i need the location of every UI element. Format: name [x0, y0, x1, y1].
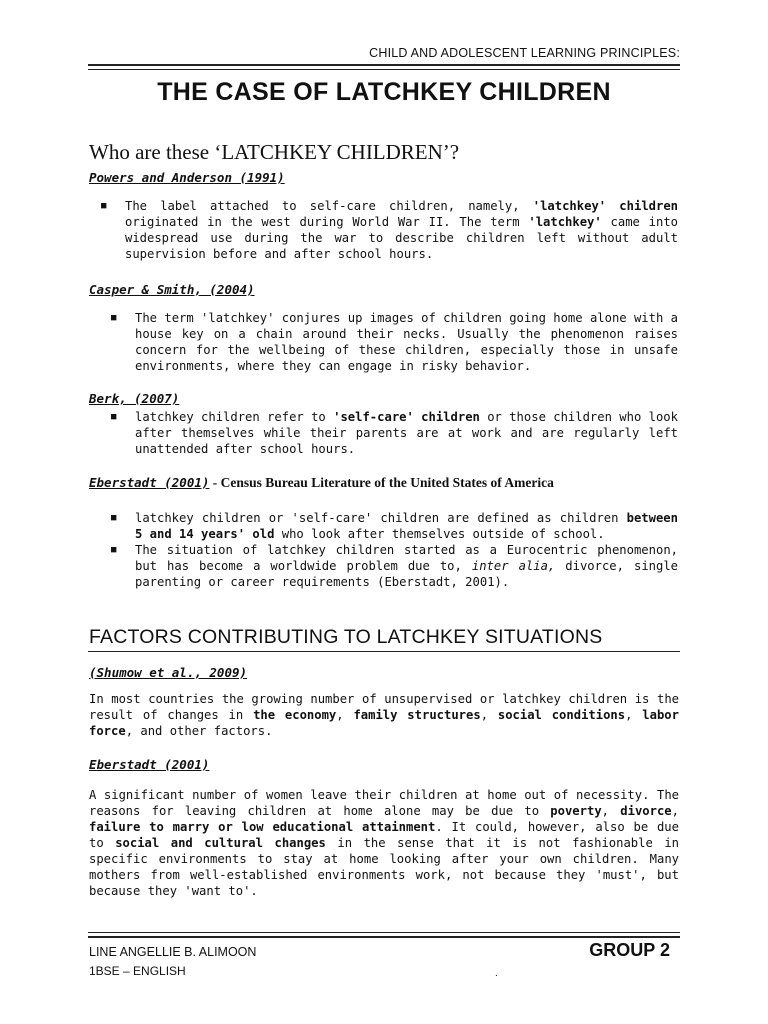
text-run: ,: [336, 708, 354, 722]
bold-text-run: failure to marry or low educational attainment: [89, 820, 436, 834]
list-item: [111, 409, 678, 457]
footer-rule-thin: [88, 932, 680, 933]
bold-text-run: 'self-care' children: [333, 410, 480, 424]
bullet-list-casper-smith: [111, 310, 678, 374]
footer-rule-thick: [88, 936, 680, 938]
text-run: latchkey children or 'self-care' children are defined as children: [135, 511, 627, 525]
text-run: ,: [671, 804, 679, 818]
header-rule-thick: [88, 64, 680, 66]
bold-text-run: social conditions: [497, 708, 626, 722]
citation-line-eberstadt: [89, 475, 554, 491]
text-run: in the sense that it is not fashionable in specific environments to stay at home looking after your own children. Many mothers from well-established environments work, not because they 'must', but because they 'want to'.: [89, 836, 679, 898]
text-run: latchkey children refer to: [135, 410, 334, 424]
paragraph-shumow: [89, 691, 679, 739]
bold-text-run: social and cultural changes: [115, 836, 326, 850]
bullet-icon: ■: [111, 513, 117, 523]
list-item: [111, 310, 678, 374]
bold-text-run: the economy: [253, 708, 337, 722]
text-run: who look after themselves outside of school.: [274, 527, 605, 541]
bullet-list-powers-anderson: [101, 198, 679, 262]
text-run: , and other factors.: [125, 724, 273, 738]
paragraph-eberstadt: [89, 787, 679, 899]
bold-text-run: divorce: [620, 804, 672, 818]
header-rule-thin: [88, 69, 680, 70]
bullet-list-eberstadt: [111, 510, 679, 590]
citation-powers-anderson: Powers and Anderson (1991): [89, 170, 285, 185]
footer-group: GROUP 2: [589, 940, 670, 960]
text-run: originated in the west during World War II. The term: [125, 215, 529, 229]
citation-eberstadt-2: Eberstadt (2001): [89, 757, 210, 772]
text-run: . It could, however, also be due to: [89, 820, 679, 850]
text-run: In most countries the growing number of unsupervised or latchkey children is the result of changes in: [89, 692, 679, 722]
bullet-list-berk: [111, 409, 678, 457]
text-run: ,: [625, 708, 643, 722]
section-rule: [88, 651, 680, 652]
citation-casper-smith: Casper & Smith, (2004): [89, 282, 255, 297]
list-item-text: [135, 410, 678, 456]
bold-text-run: 'latchkey' children: [532, 199, 679, 213]
list-item: [111, 510, 678, 542]
text-run: ,: [601, 804, 621, 818]
bold-text-run: between 5 and 14 years' old: [135, 511, 678, 541]
text-run: or those children who look after themselves while their parents are at work and are regularly left unattended after school hours.: [135, 410, 678, 456]
bullet-icon: ■: [111, 545, 117, 555]
citation-eberstadt: Eberstadt (2001): [89, 475, 210, 490]
text-run: inter alia,: [471, 559, 556, 573]
list-item-text: [135, 311, 678, 373]
footer-class: 1BSE – ENGLISH: [89, 964, 186, 978]
citation-shumow: (Shumow et al., 2009): [89, 665, 248, 680]
course-header: CHILD AND ADOLESCENT LEARNING PRINCIPLES:: [369, 46, 680, 60]
text-run: The situation of latchkey children started as a Eurocentric phenomenon, but has become a worldwide problem due to,: [135, 543, 678, 573]
bullet-icon: ■: [111, 412, 117, 422]
section-question-title: Who are these ‘LATCHKEY CHILDREN’?: [89, 140, 460, 164]
list-item: [111, 542, 679, 590]
list-item: [101, 198, 679, 262]
bullet-icon: ■: [101, 201, 107, 211]
bold-text-run: family structures: [353, 708, 481, 722]
footer-author: LINE ANGELLIE B. ALIMOON: [89, 945, 257, 959]
bullet-icon: ■: [111, 313, 117, 323]
text-run: divorce, single parenting or career requirements (Eberstadt, 2001).: [135, 559, 679, 589]
section-heading-factors: FACTORS CONTRIBUTING TO LATCHKEY SITUATIONS: [89, 626, 603, 648]
text-run: The label attached to self-care children, namely,: [125, 199, 533, 213]
footer-dot: .: [495, 968, 498, 979]
bold-text-run: poverty: [550, 804, 602, 818]
text-run: A significant number of women leave their children at home out of necessity. The reasons for leaving children at home alone may be due to: [89, 788, 679, 818]
bold-text-run: 'latchkey': [528, 215, 602, 229]
text-run: ,: [480, 708, 498, 722]
list-item-text: [135, 543, 678, 589]
bold-text-run: labor force: [89, 708, 679, 738]
citation-berk: Berk, (2007): [89, 391, 180, 406]
list-item-text: [135, 511, 678, 541]
text-run: came into widespread use during the war to describe children left without adult supervision before and after school hours.: [125, 215, 679, 261]
citation-eberstadt-suffix: - Census Bureau Literature of the United States of America: [209, 475, 554, 490]
page-title: THE CASE OF LATCHKEY CHILDREN: [157, 78, 611, 106]
list-item-text: [125, 199, 678, 261]
text-run: The term 'latchkey' conjures up images of children going home alone with a house key on a chain around their necks. Usually the phenomenon raises concern for the wellbeing of these children, especially those in unsafe environments, where they can engage in risky behavior.: [135, 311, 678, 373]
